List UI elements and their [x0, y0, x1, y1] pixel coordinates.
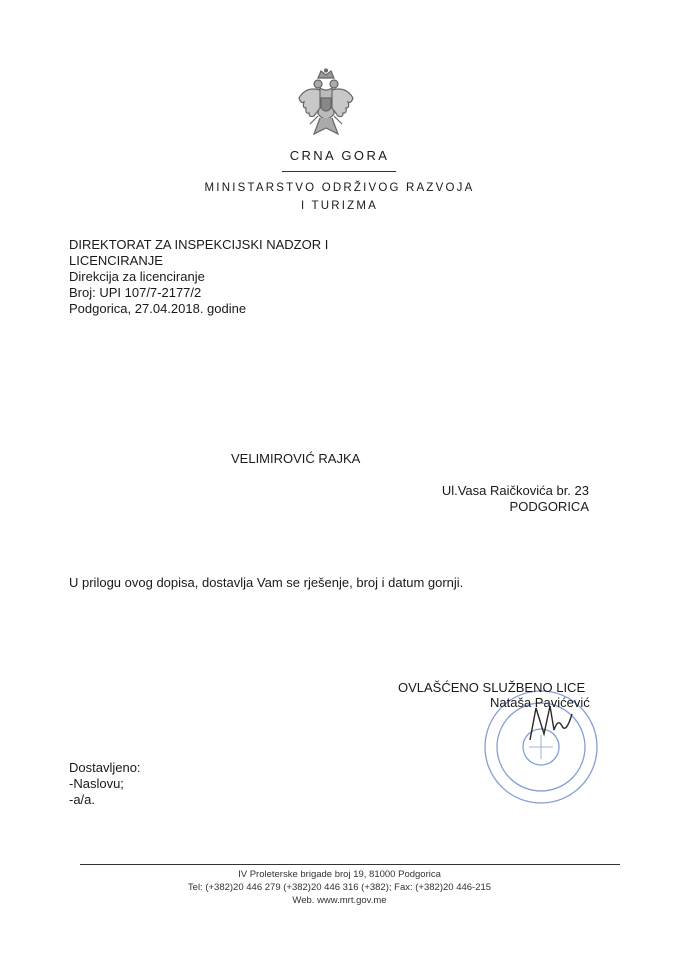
footer-divider	[80, 864, 620, 865]
footer-website: Web. www.mrt.gov.me	[292, 895, 387, 906]
delivery-item: -a/a.	[69, 792, 96, 807]
delivery-item: -Naslovu;	[69, 776, 124, 791]
delivery-label: Dostavljeno:	[69, 760, 141, 775]
ministry-name-line2: I TURIZMA	[300, 200, 379, 212]
signatory-name: Nataša Pavićević	[490, 695, 590, 710]
recipient-city: PODGORICA	[509, 499, 589, 514]
signatory-title: OVLAŠĆENO SLUŽBENO LICE	[398, 680, 586, 695]
recipient-street: Ul.Vasa Raičkovića br. 23	[441, 483, 589, 498]
letter-body: U prilogu ovog dopisa, dostavlja Vam se rješenje, broj i datum gornji.	[69, 575, 464, 590]
coat-of-arms-icon	[296, 68, 356, 146]
header-divider	[282, 171, 396, 172]
document-number: Broj: UPI 107/7-2177/2	[69, 285, 202, 300]
sender-directorate-cont: LICENCIRANJE	[69, 253, 163, 268]
document-date: Podgorica, 27.04.2018. godine	[69, 301, 247, 316]
ministry-name-line1: MINISTARSTVO ODRŽIVOG RAZVOJA	[204, 182, 475, 194]
footer-address: IV Proleterske brigade broj 19, 81000 Podgorica	[238, 869, 441, 880]
sender-directorate: DIREKTORAT ZA INSPEKCIJSKI NADZOR I	[69, 237, 329, 252]
country-name: CRNA GORA	[289, 148, 390, 163]
sender-department: Direkcija za licenciranje	[69, 269, 205, 284]
footer-contact: Tel: (+382)20 446 279 (+382)20 446 316 (+382); Fax: (+382)20 446-215	[187, 882, 492, 893]
recipient-name: VELIMIROVIĆ RAJKA	[231, 451, 361, 466]
